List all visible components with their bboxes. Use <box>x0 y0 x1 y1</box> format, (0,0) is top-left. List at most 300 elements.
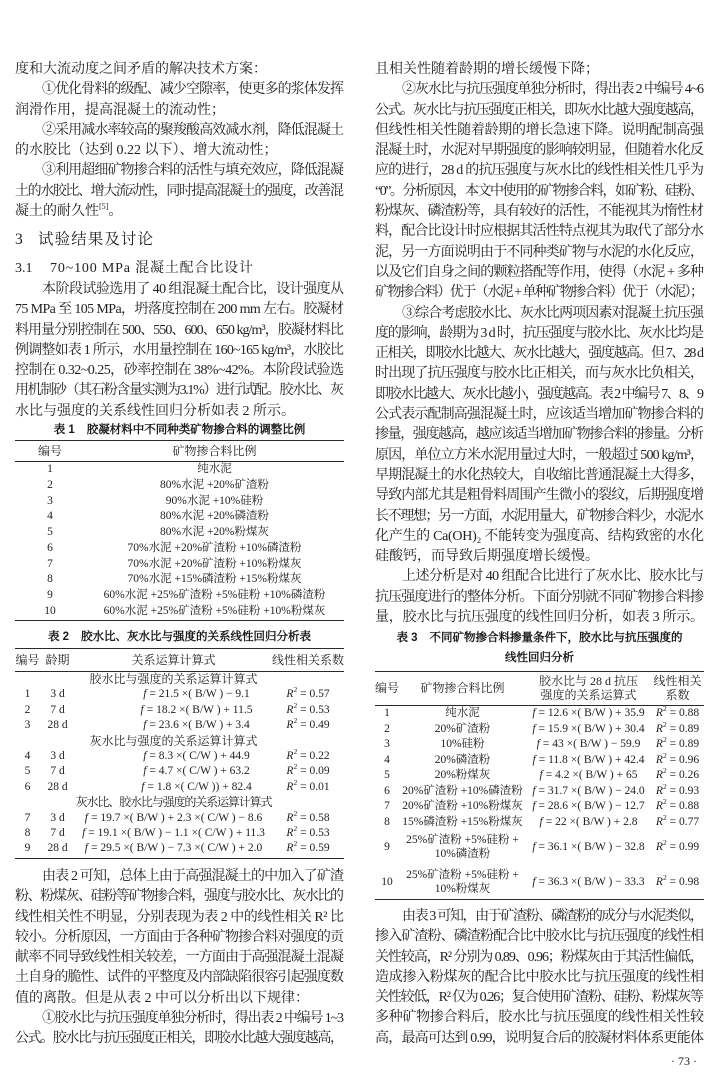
equals-sign: = <box>300 719 307 732</box>
cell-age: 3 d <box>50 688 65 701</box>
text-line: 75 MPa 至 105 MPa，坍落度控制在 200 mm 左右。胶凝材 <box>15 302 344 318</box>
cell-number: 8 <box>47 573 53 586</box>
r2-exponent: 2 <box>293 839 298 849</box>
equals-sign: = <box>669 738 677 750</box>
table-header-row <box>15 649 344 671</box>
r2-exponent: 2 <box>662 797 667 806</box>
formula-variable: f <box>532 722 536 735</box>
formula-variable: f <box>140 703 144 716</box>
text-line: 量，胶水比与抗压强度的线性回归分析，如表 3 所示。 <box>375 610 704 626</box>
design-paragraph <box>15 280 344 422</box>
left-column <box>15 0 344 1081</box>
text-line: ②灰水比与抗压强度单独分析时，得出表 2 中编号 4~6 <box>402 82 703 98</box>
r2-symbol: R <box>286 719 294 732</box>
text-line: 造成掺入粉煤灰的配合比中胶水比与抗压强度的线性相 <box>375 969 704 985</box>
r2-symbol: R <box>655 769 663 781</box>
ratio-line: 25%矿渣粉 +5%硅粉 + <box>406 868 519 881</box>
table-row <box>375 768 704 784</box>
text-line: ②采用减水率较高的聚羧酸高效减水剂，降低混凝土 <box>42 122 344 138</box>
table-row <box>15 572 344 588</box>
text-line: 度和大流动度之间矛盾的解决技术方案： <box>15 62 267 77</box>
table-row <box>15 478 344 494</box>
section-title: 试验结果及讨论 <box>38 231 155 248</box>
r2-value: 0.58 <box>309 811 330 824</box>
cell-number: 7 <box>24 811 31 824</box>
text-line: 原因，单位立方米水泥用量过大时，一般超过 500 kg/m³， <box>375 447 704 463</box>
cell-formula <box>75 718 272 733</box>
header-cell <box>526 672 651 704</box>
r2-symbol: R <box>286 703 294 716</box>
cell-ratio: 80%水泥 +20%磷渣粉 <box>159 510 270 523</box>
table-row <box>375 706 704 722</box>
text-line: 且相关性随着龄期的增长缓慢下降； <box>375 62 599 77</box>
r2-exponent: 2 <box>662 872 667 882</box>
r2-symbol: R <box>286 765 294 778</box>
cell-r2 <box>272 687 344 702</box>
group-title: 胶水比与强度的关系运算计算式 <box>89 672 258 686</box>
text-line: 公式。胶水比与抗压强度正相关，即胶水比越大强度越高， <box>15 1031 343 1047</box>
r2-value: 0.99 <box>678 841 700 853</box>
cell-r2 <box>651 737 704 753</box>
r2-value: 0.93 <box>678 784 700 797</box>
cell-formula <box>526 768 651 784</box>
cell-number: 4 <box>47 510 53 523</box>
table-row <box>15 777 344 795</box>
formula-variable: f <box>143 750 147 762</box>
cell-formula <box>526 815 651 831</box>
table-row <box>375 830 704 865</box>
cell-r2 <box>272 826 344 841</box>
header-cell: 编号 <box>375 681 400 695</box>
text-line: ①优化骨料的级配、减少空隙率，使更多的浆体发挥 <box>42 82 344 98</box>
cell-number: 4 <box>384 753 390 766</box>
table-row <box>15 462 344 478</box>
cell-ratio: 10%硅粉 <box>440 738 485 750</box>
cell-r2 <box>651 768 704 784</box>
r2-value: 0.01 <box>309 780 330 793</box>
table-row <box>15 557 344 573</box>
ratio-line: 10%粉煤灰 <box>434 882 491 895</box>
cell-r2 <box>651 750 704 769</box>
text-line: 即胶水比越大、灰水比越小，强度越高。表 2 中编号 7、8、9 <box>375 386 703 402</box>
cell-number: 3 <box>384 738 390 750</box>
formula-variable: f <box>536 738 540 750</box>
r2-value: 0.26 <box>678 769 700 781</box>
formula-expression: = 19.1 ×( B/W ) − 1.1 ×( C/W ) + 11.3 <box>88 827 265 839</box>
formula-variable: f <box>84 842 88 855</box>
ratio-line: 10%磷渣粉 <box>434 848 491 860</box>
table-2-caption <box>15 628 344 646</box>
r2-symbol: R <box>655 738 663 750</box>
cell-age: 7 d <box>50 703 65 716</box>
header-cell: 线性相关系数 <box>272 653 345 667</box>
text-line: 献率不同导致线性相关较差，一方面由于高强混凝土混凝 <box>15 950 344 966</box>
r2-exponent: 2 <box>293 777 298 787</box>
cell-r2 <box>272 841 344 856</box>
r2-symbol: R <box>286 688 294 701</box>
cell-number: 10 <box>44 604 56 617</box>
cell-formula <box>526 722 651 738</box>
cell-number: 1 <box>384 707 390 719</box>
cell-number: 8 <box>24 827 31 839</box>
cell-formula <box>526 799 651 815</box>
equals-sign: = <box>300 780 307 793</box>
table-label: 表 2 <box>47 631 70 643</box>
formula-variable: f <box>532 707 536 719</box>
cell-formula <box>75 764 272 779</box>
r2-exponent: 2 <box>293 716 298 726</box>
r2-value: 0.59 <box>309 842 330 855</box>
r2-symbol: R <box>655 707 663 719</box>
cell-r2 <box>651 865 704 900</box>
cell-ratio: 20%磷渣粉 <box>434 753 491 766</box>
r2-symbol: R <box>286 780 294 793</box>
cell-ratio: 20%矿渣粉 +10%粉煤灰 <box>402 800 523 812</box>
cell-ratio <box>399 830 526 865</box>
cell-number: 3 <box>47 494 53 507</box>
citation-ref: [5] <box>99 202 109 212</box>
formula-variable: f <box>532 875 536 888</box>
cell-formula <box>75 703 272 718</box>
cell-formula <box>75 687 272 702</box>
text-line: 掺量，强度越高，越应该适当增加矿物掺合料的掺量。分析 <box>375 427 703 443</box>
table-row <box>15 841 344 856</box>
cell-age: 3 d <box>50 811 65 824</box>
subsection-heading <box>15 259 344 279</box>
text-line: 由表 3 可知，由于矿渣粉、磷渣粉的成分与水泥类似， <box>402 909 703 924</box>
formula-variable: f <box>532 800 536 812</box>
text-line: 线性相关性不明显，分别表现为表 2 中的线性相关 R² 比 <box>15 909 344 925</box>
table-label: 表 3 <box>396 632 418 644</box>
r2-value: 0.09 <box>309 765 330 778</box>
header-cell: 矿物掺合料比例 <box>420 681 505 695</box>
formula-expression: = 18.2 ×( B/W ) + 11.5 <box>146 703 253 716</box>
r2-value: 0.88 <box>678 800 700 812</box>
cell-number: 3 <box>24 719 31 732</box>
cell-number: 6 <box>384 784 390 797</box>
text-line: 的水胶比（达到 0.22 以下）、增大流动性； <box>15 143 278 159</box>
table-row <box>15 541 344 557</box>
page-number: · 73 · <box>671 1054 697 1068</box>
r2-symbol: R <box>655 841 663 853</box>
header-cell <box>651 672 704 704</box>
text-line: 粉、粉煤灰、硅粉等矿物掺合料，强度与胶水比、灰水比的 <box>15 889 343 905</box>
text-line: 粉煤灰、磷渣粉等，具有较好的活性，不能视其为惰性材 <box>375 204 704 220</box>
cell-ratio: 15%磷渣粉 +15%粉煤灰 <box>402 815 523 828</box>
formula-variable: f <box>539 815 543 828</box>
r2-exponent: 2 <box>293 685 298 695</box>
line-end-punctuation: 。 <box>108 204 123 220</box>
cell-r2 <box>272 749 344 764</box>
text-line: ③利用超细矿物掺合料的活性与填充效应，降低混凝 <box>42 163 344 179</box>
formula-variable: f <box>532 784 536 797</box>
table-row <box>15 588 344 604</box>
cell-ratio <box>399 865 526 900</box>
table-title: 胶凝材料中不同种类矿物掺合料的调整比例 <box>86 424 306 436</box>
header-cell: 关系运算计算式 <box>131 653 216 667</box>
cell-formula <box>75 780 272 795</box>
r2-value: 0.89 <box>678 722 700 735</box>
table-header-row <box>15 441 344 461</box>
formula-variable: f <box>143 688 147 701</box>
cell-number: 7 <box>384 800 390 812</box>
section-number: 3 <box>15 231 23 248</box>
table-row <box>375 781 704 800</box>
formula-expression: = 22 ×( B/W ) + 2.8 <box>545 815 638 828</box>
cell-r2 <box>651 706 704 722</box>
text-line: 由表 2 可知，总体上由于高强混凝土的中加入了矿渣 <box>42 869 344 884</box>
text-line: 公式。灰水比与抗压强度正相关，即灰水比越大强度越高， <box>375 102 703 118</box>
header-line: 系数 <box>665 688 690 702</box>
cell-number: 9 <box>47 589 53 601</box>
equals-sign: = <box>300 842 307 855</box>
formula-expression: = 1.8 ×( C/W )) + 82.4 <box>147 780 252 793</box>
equals-sign: = <box>300 765 307 778</box>
cell-age: 3 d <box>50 750 65 762</box>
cell-ratio: 80%水泥 +20%粉煤灰 <box>159 526 270 538</box>
r2-symbol: R <box>286 750 294 762</box>
text-line: 矿物掺合料）优于（水泥 + 单种矿物掺合料）优于（水泥）； <box>375 285 703 301</box>
cell-age: 7 d <box>50 827 65 839</box>
text-line: 长不理想；另一方面，水泥用量大，矿物掺合料少，水泥水 <box>375 508 703 524</box>
r2-value: 0.89 <box>678 738 700 750</box>
table-bottom-rule <box>375 899 704 900</box>
cell-number: 1 <box>47 463 53 475</box>
equals-sign: = <box>300 688 307 701</box>
analysis-paragraph <box>15 867 344 1050</box>
r2-exponent: 2 <box>662 781 667 791</box>
table-row <box>375 719 704 738</box>
text-line: 高，最高可达到 0.99，说明复合后的胶凝材料体系更能体 <box>375 1030 704 1046</box>
r2-value: 0.53 <box>309 827 330 839</box>
text-line: 本阶段试验选用了 40 组混凝土配合比，设计强度从 <box>42 282 344 297</box>
cell-ratio: 20%粉煤灰 <box>434 769 491 781</box>
cell-r2 <box>651 812 704 831</box>
text-line: 以及它们自身之间的颗粒搭配等作用，使得（水泥 + 多种 <box>375 264 704 280</box>
table-row <box>15 604 344 620</box>
table-row <box>375 812 704 831</box>
text-line: 土自身的脆性、试件的平整度及内部缺陷很容引起强度数 <box>15 970 344 986</box>
text-line: 控制在 0.32~0.25，砂率控制在 38%~42%。本阶段试验选 <box>15 363 344 379</box>
text-line <box>15 202 344 222</box>
equals-sign: = <box>669 769 677 781</box>
equals-sign: = <box>300 827 307 839</box>
header-line: 强度的关系运算式 <box>540 688 637 702</box>
r2-symbol: R <box>286 827 294 839</box>
text-line: 润滑作用，提高混凝土的流动性； <box>15 102 225 118</box>
text-line: 正相关，即胶水比越大、灰水比越大，强度越高。但 7、28 d <box>375 346 703 362</box>
equals-sign: = <box>300 811 307 824</box>
section-heading <box>15 229 344 251</box>
equals-sign: = <box>669 753 677 766</box>
text-line: 抗压强度进行的整体分析。下面分别就不同矿物掺合料掺 <box>375 589 704 605</box>
text-line: 泥，另一方面说明由于不同种类矿物与水泥的水化反应， <box>375 244 704 260</box>
cell-formula <box>75 811 272 826</box>
equals-sign: = <box>669 841 677 853</box>
formula-expression: = 15.9 ×( B/W ) + 30.4 <box>538 722 645 735</box>
formula-expression: = 11.8 ×( B/W ) + 42.4 <box>538 753 645 766</box>
r2-exponent: 2 <box>662 766 667 775</box>
formula-expression: = 31.7 ×( B/W ) − 24.0 <box>538 784 645 797</box>
cell-r2 <box>272 764 344 779</box>
table-title: 胶水比、灰水比与强度的关系线性回归分析表 <box>81 631 312 643</box>
cell-formula <box>526 830 651 865</box>
formula-expression: = 4.2 ×( B/W ) + 65 <box>545 769 638 781</box>
header-cell: 编号 <box>37 444 62 458</box>
formula-expression: = 4.7 ×( C/W ) + 63.2 <box>149 765 250 778</box>
text-line: 时出现了抗压强度与胶水比正相关，而与灰水比负相关， <box>375 366 704 382</box>
r2-value: 0.22 <box>309 750 330 762</box>
formula-variable: f <box>532 841 536 853</box>
text-line: 应的进行，28 d 的抗压强度与灰水比的线性相关性几乎为 <box>375 163 704 179</box>
text-line: 度的影响，龄期为 3 d 时，抗压强度与胶水比、灰水比均是 <box>375 325 703 341</box>
table-row <box>375 799 704 815</box>
table-3-caption <box>375 628 704 668</box>
r2-symbol: R <box>655 875 663 888</box>
text-line: 料，配合比设计时应根据其活性特点视其为取代了部分水 <box>375 224 704 240</box>
cell-r2 <box>272 700 344 718</box>
text-line: 公式表示配制高强混凝土时，应该适当增加矿物掺合料的 <box>375 407 704 423</box>
table-row <box>15 494 344 510</box>
cell-ratio: 90%水泥 +10%硅粉 <box>165 494 264 507</box>
r2-exponent: 2 <box>293 824 298 833</box>
cell-ratio: 70%水泥 +15%磷渣粉 +15%粉煤灰 <box>127 573 302 586</box>
cell-formula <box>526 706 651 722</box>
text-line: 水比与强度的关系线性回归分析如表 2 所示。 <box>15 403 295 419</box>
cell-age: 28 d <box>47 842 68 855</box>
cell-ratio: 20%矿渣粉 +10%磷渣粉 <box>402 784 523 797</box>
r2-value: 0.98 <box>678 875 700 888</box>
cell-formula <box>526 737 651 753</box>
r2-value: 0.57 <box>309 688 330 701</box>
cell-ratio: 纯水泥 <box>197 463 232 475</box>
intro-paragraphs <box>15 60 344 222</box>
cell-formula <box>75 841 272 856</box>
formula-expression: = 12.6 ×( B/W ) + 35.9 <box>538 707 645 719</box>
text-line: 上述分析是对 40 组配合比进行了灰水比、胶水比与 <box>402 569 704 585</box>
text-line: 硅酸钙，而导致后期强度增长缓慢。 <box>375 549 599 565</box>
r2-symbol: R <box>655 784 663 797</box>
table-row <box>375 750 704 769</box>
cell-number: 1 <box>24 688 31 701</box>
formula-variable: f <box>82 827 86 839</box>
cell-r2 <box>651 830 704 865</box>
text-line: 关性较高，R² 分别为 0.89、0.96；粉煤灰由于其活性偏低， <box>375 949 703 965</box>
r2-exponent: 2 <box>662 838 667 847</box>
formula-expression: = 43 ×( B/W ) − 59.9 <box>542 738 641 750</box>
r2-exponent: 2 <box>293 700 298 710</box>
cell-ratio: 70%水泥 +20%矿渣粉 +10%磷渣粉 <box>127 541 302 554</box>
equals-sign: = <box>669 815 677 828</box>
formula-variable: f <box>532 753 536 766</box>
formula-expression: = 29.5 ×( B/W ) − 7.3 ×( C/W ) + 2.0 <box>90 842 263 855</box>
cell-r2 <box>272 808 344 826</box>
text-line: 混凝土时，水泥对早期强度的影响较明显，但随着水化反 <box>375 143 704 159</box>
group-title: 灰水比、胶水比与强度的关系运算计算式 <box>75 795 272 810</box>
formula-variable: f <box>539 769 543 781</box>
table-row <box>15 525 344 541</box>
table-row <box>15 718 344 733</box>
cell-age: 28 d <box>47 780 68 793</box>
formula-variable: f <box>143 719 147 732</box>
r2-exponent: 2 <box>662 750 667 760</box>
conclusion-paragraph <box>375 907 704 1049</box>
cell-number: 2 <box>47 478 53 491</box>
equals-sign: = <box>669 784 677 797</box>
discussion-paragraphs <box>375 60 704 628</box>
table-row <box>375 865 704 900</box>
right-column <box>375 0 704 1081</box>
cell-number: 10 <box>381 875 393 888</box>
formula-expression: = 21.5 ×( B/W ) − 9.1 <box>149 688 250 701</box>
text-line: 但线性相关性随着龄期的增长急速下降。说明配制高强 <box>375 122 704 138</box>
r2-value: 0.88 <box>678 707 700 719</box>
table-title: 不同矿物掺合料掺量条件下，胶水比与抗压强度的 <box>429 632 683 644</box>
cell-formula <box>75 749 272 764</box>
text-line: 关性较低，R² 仅为 0.26；复合使用矿渣粉、硅粉、粉煤灰等 <box>375 990 703 1006</box>
cell-r2 <box>651 781 704 800</box>
r2-value: 0.96 <box>678 753 700 766</box>
cell-r2 <box>272 777 344 795</box>
equals-sign: = <box>669 800 677 812</box>
formula-expression: = 23.6 ×( B/W ) + 3.4 <box>149 719 250 732</box>
text-line: ③综合考虑胶水比、灰水比两项因素对混凝土抗压强 <box>402 305 704 321</box>
text-line: 掺入矿渣粉、磷渣粉配合比中胶水比与抗压强度的线性相 <box>375 929 704 945</box>
equals-sign: = <box>669 875 677 888</box>
cell-number: 2 <box>384 722 390 735</box>
text-line: 例调整如表 1 所示，水用量控制在 160~165 kg/m³，水胶比 <box>15 342 344 358</box>
r2-exponent: 2 <box>293 762 298 772</box>
cell-number: 5 <box>24 765 31 778</box>
caption-line <box>375 628 704 648</box>
cell-number: 6 <box>24 780 31 793</box>
table-row <box>15 509 344 525</box>
table-row <box>375 737 704 753</box>
text-line: 料用量分别控制在 500、550、600、650 kg/m³，胶凝材料比 <box>15 322 344 338</box>
cell-number: 7 <box>47 557 53 570</box>
r2-exponent: 2 <box>662 735 667 744</box>
formula-expression: = 36.1 ×( B/W ) − 32.8 <box>538 841 645 853</box>
table-bottom-rule <box>15 620 344 621</box>
table-header-row <box>375 672 704 704</box>
formula-expression: = 28.6 ×( B/W ) − 12.7 <box>538 800 645 812</box>
formula-expression: = 19.7 ×( B/W ) + 2.3 ×( C/W ) − 8.6 <box>90 811 263 824</box>
equals-sign: = <box>669 707 677 719</box>
formula-expression: = 8.3 ×( C/W ) + 44.9 <box>149 750 250 762</box>
header-cell: 矿物掺合料比例 <box>172 444 257 458</box>
cell-age: 28 d <box>47 719 68 732</box>
header-line: 胶水比与 28 d 抗压 <box>538 674 638 688</box>
header-line: 线性相关 <box>653 674 702 688</box>
subsection-title: 70~100 MPa 混凝土配合比设计 <box>50 261 254 276</box>
formula-variable: f <box>143 765 147 778</box>
subsection-number: 3.1 <box>15 261 33 276</box>
cell-ratio: 60%水泥 +25%矿渣粉 +5%硅粉 +10%磷渣粉 <box>103 589 326 601</box>
r2-value: 0.53 <box>309 703 330 716</box>
text-line: 用机制砂（其石粉含量实测为3.1%）进行试配。胶水比、灰 <box>15 383 343 399</box>
line-text: 凝土的耐久性 <box>15 204 99 220</box>
text-line: 土的水胶比、增大流动性，同时提高混凝土的强度，改善混 <box>15 183 343 199</box>
text-line: “0”。分析原因，本文中使用的矿物掺合料，如矿粉、硅粉、 <box>375 183 703 199</box>
group-title: 灰水比与强度的关系运算计算式 <box>89 733 258 748</box>
ratio-line: 25%矿渣粉 +5%硅粉 + <box>406 834 519 846</box>
cell-ratio: 纯水泥 <box>445 707 480 719</box>
r2-exponent: 2 <box>662 812 667 822</box>
cell-number: 5 <box>384 769 390 781</box>
cell-formula <box>75 826 272 841</box>
cell-number: 5 <box>47 526 53 538</box>
cell-formula <box>526 784 651 800</box>
